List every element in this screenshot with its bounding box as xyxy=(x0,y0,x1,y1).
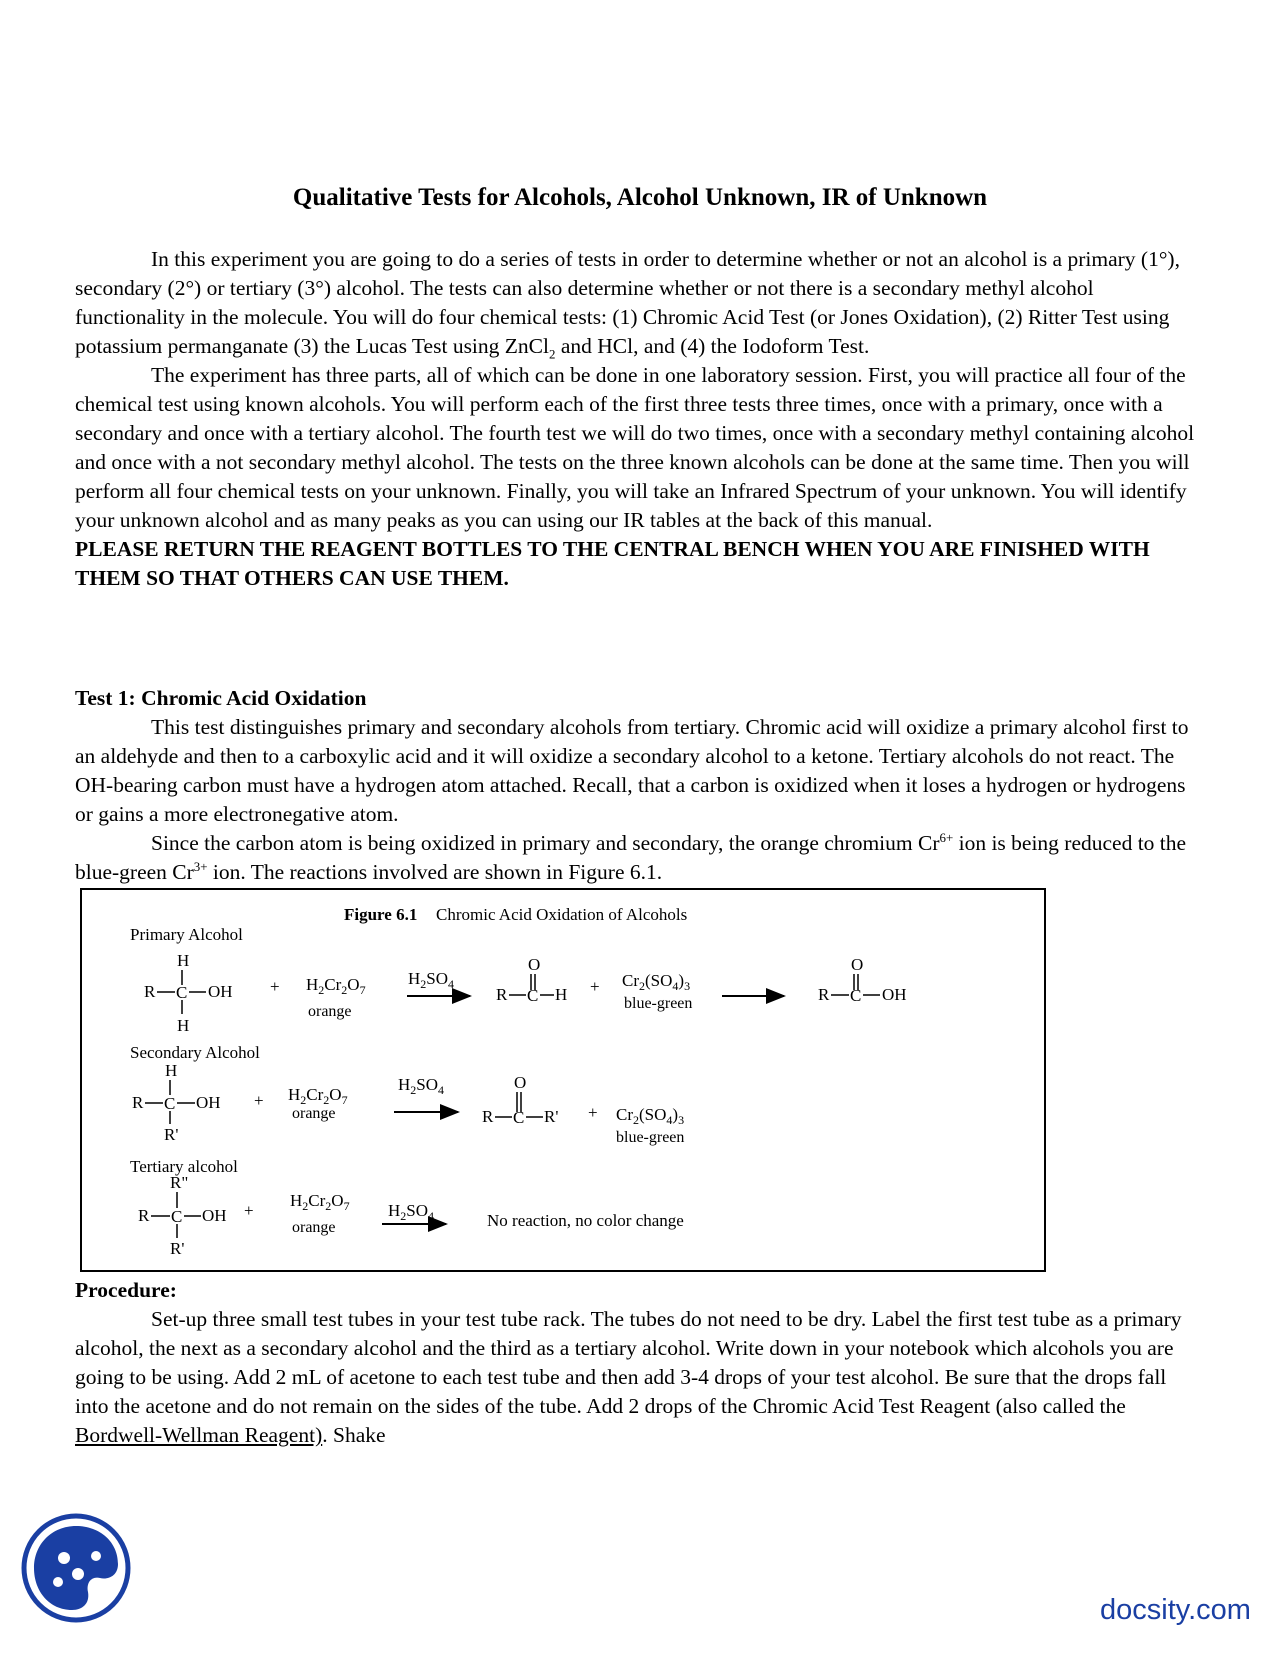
svg-text:H: H xyxy=(555,985,568,1004)
svg-text:R': R' xyxy=(164,1125,179,1144)
dichromate-reagent-2 xyxy=(288,1085,348,1122)
tertiary-alcohol-structure xyxy=(138,1173,227,1258)
svg-text:H2SO4: $H_2SO_4$ xyxy=(398,1075,445,1097)
primary-label: Primary Alcohol xyxy=(130,925,243,944)
sulfuric-acid-arrow-2 xyxy=(394,1075,458,1112)
svg-text:H2Cr2O7: $H_2Cr_2O_7$ xyxy=(288,1085,348,1107)
svg-text:C: C xyxy=(527,986,539,1005)
dichromate-reagent-1 xyxy=(306,975,366,1020)
plus-sign: + xyxy=(270,977,280,996)
svg-text:H2SO4: $H_2SO_4$ xyxy=(388,1201,435,1223)
figure-reaction-diagram xyxy=(82,890,1044,1270)
svg-text:R: R xyxy=(132,1093,144,1112)
figure-label: Figure 6.1 xyxy=(344,905,418,924)
svg-text:R: R xyxy=(496,985,508,1004)
test1-section xyxy=(75,684,1205,887)
figure-6-1 xyxy=(80,888,1046,1272)
procedure-paragraph: Set-up three small test tubes in your test tube rack. The tubes do not need to be dry. Label the first test tube as a primary alcohol, the next as a secondary alcohol and the third as a tertiary alcohol. Write down in your notebook which alcohols you are going to be using. Add 2 mL of acetone to each test tube and then add 3-4 drops of your test alcohol. Be sure that the drops fall into the acetone and do not remain on the sides of the tube. Add 2 drops of the Chromic Acid Test Reagent (also called the Bordwell-Wellman Reagent). Shake xyxy=(75,1307,1182,1447)
svg-text:C: C xyxy=(171,1207,183,1226)
test1-paragraph-2: Since the carbon atom is being oxidized in primary and secondary, the orange chromium $Cr^{6+}$ ion is being reduced to the blue-green $Cr^{3+}$ ion. The reactions involved are shown in Figure 6.1. xyxy=(75,830,1187,884)
docsity-logo-icon[interactable] xyxy=(20,1512,132,1624)
plus-sign: + xyxy=(244,1201,254,1220)
sulfuric-acid-arrow-1 xyxy=(407,969,470,996)
procedure-heading: Procedure: xyxy=(75,1278,177,1302)
svg-text:R': R' xyxy=(170,1239,185,1258)
secondary-alcohol-structure xyxy=(132,1061,221,1144)
svg-text:OH: OH xyxy=(208,982,233,1001)
orange-label: orange xyxy=(292,1219,336,1236)
svg-text:OH: OH xyxy=(202,1206,227,1225)
svg-text:C: C xyxy=(176,983,188,1002)
svg-text:R: R xyxy=(138,1206,150,1225)
svg-text:H2Cr2O7: $H_2Cr_2O_7$ xyxy=(306,975,366,997)
secondary-label: Secondary Alcohol xyxy=(130,1043,260,1062)
aldehyde-structure xyxy=(496,955,567,1005)
reagent-notice: PLEASE RETURN THE REAGENT BOTTLES TO THE CENTRAL BENCH WHEN YOU ARE FINISHED WITH THEM SO THAT OTHERS CAN USE THEM. xyxy=(75,537,1150,590)
svg-text:H: H xyxy=(177,1016,190,1035)
svg-text:C: C xyxy=(850,986,862,1005)
svg-text:H2Cr2O7: $H_2Cr_2O_7$ xyxy=(290,1191,350,1213)
no-reaction-label: No reaction, no color change xyxy=(487,1211,684,1230)
svg-text:OH: OH xyxy=(882,985,907,1004)
svg-text:R: R xyxy=(144,982,156,1001)
plus-sign: + xyxy=(588,1103,598,1122)
orange-label: orange xyxy=(292,1105,336,1122)
carboxylic-acid-structure xyxy=(818,955,907,1005)
svg-text:R: R xyxy=(482,1107,494,1126)
svg-text:Cr2(SO4)3: $Cr_2(SO_4)_3$ xyxy=(622,971,691,993)
svg-text:Cr2(SO4)3: $Cr_2(SO_4)_3$ xyxy=(616,1105,685,1127)
plus-sign: + xyxy=(254,1091,264,1110)
chromium-sulfate-product-1 xyxy=(622,971,692,1012)
page-title: Qualitative Tests for Alcohols, Alcohol Unknown, IR of Unknown xyxy=(292,184,988,211)
sulfuric-acid-arrow-3 xyxy=(382,1201,446,1224)
svg-text:R': R' xyxy=(544,1107,559,1126)
dichromate-reagent-3 xyxy=(290,1191,350,1236)
plus-sign: + xyxy=(590,977,600,996)
intro-paragraph-2: The experiment has three parts, all of which can be done in one laboratory session. First, you will practice all four of the chemical test using known alcohols. You will perform each of the first three tests three times, once with a primary, once with a secondary and once with a tertiary alcohol. The fourth test we will do two times, once with a secondary methyl containing alcohol and once with a not secondary methyl alcohol. The tests on the three known alcohols can be done at the same time. Then you will perform all four chemical tests on your unknown. Finally, you will take an Infrared Spectrum of your unknown. You will identify your unknown alcohol and as many peaks as you can using our IR tables at the back of this manual. xyxy=(75,363,1195,532)
figure-caption: Chromic Acid Oxidation of Alcohols xyxy=(436,905,688,924)
svg-text:O: O xyxy=(514,1073,527,1092)
svg-text:R": R" xyxy=(170,1173,189,1192)
intro-paragraph-1: In this experiment you are going to do a series of tests in order to determine whether or not an alcohol is a primary (1°), secondary (2°) or tertiary (3°) alcohol. The tests can also determine whether or not there is a secondary methyl alcohol functionality in the molecule. You will do four chemical tests: (1) Chromic Acid Test (or Jones Oxidation), (2) Ritter Test using potassium permanganate (3) the Lucas Test using ZnCl$_2$ and HCl, and (4) the Iodoform Test. xyxy=(75,247,1180,362)
procedure-section xyxy=(75,1276,1205,1450)
svg-text:H: H xyxy=(165,1061,178,1080)
svg-text:H: H xyxy=(177,951,190,970)
blue-green-label: blue-green xyxy=(616,1129,685,1146)
ketone-structure xyxy=(482,1073,558,1127)
orange-label: orange xyxy=(308,1003,352,1020)
tertiary-label: Tertiary alcohol xyxy=(130,1157,238,1176)
svg-text:O: O xyxy=(851,955,864,974)
primary-alcohol-structure xyxy=(144,951,233,1035)
blue-green-label: blue-green xyxy=(624,995,693,1012)
docsity-brand-text[interactable]: docsity.com xyxy=(1100,1594,1251,1626)
test1-heading: Test 1: Chromic Acid Oxidation xyxy=(75,686,367,710)
svg-text:O: O xyxy=(528,955,541,974)
test1-paragraph-1: This test distinguishes primary and secondary alcohols from tertiary. Chromic acid will oxidize a primary alcohol first to an aldehyde and then to a carboxylic acid and it will oxidize a secondary alcohol to a ketone. Tertiary alcohols do not react. The OH-bearing carbon must have a hydrogen atom attached. Recall, that a carbon is oxidized when it loses a hydrogen or hydrogens or gains a more electronegative atom. xyxy=(75,715,1189,826)
intro-section xyxy=(75,245,1205,593)
svg-text:C: C xyxy=(513,1108,525,1127)
bordwell-wellman-link[interactable]: Bordwell-Wellman Reagent) xyxy=(75,1423,323,1447)
svg-text:H2SO4: $H_2SO_4$ xyxy=(408,969,455,991)
svg-text:C: C xyxy=(164,1094,176,1113)
svg-text:OH: OH xyxy=(196,1093,221,1112)
svg-text:R: R xyxy=(818,985,830,1004)
chromium-sulfate-product-2 xyxy=(616,1105,684,1146)
